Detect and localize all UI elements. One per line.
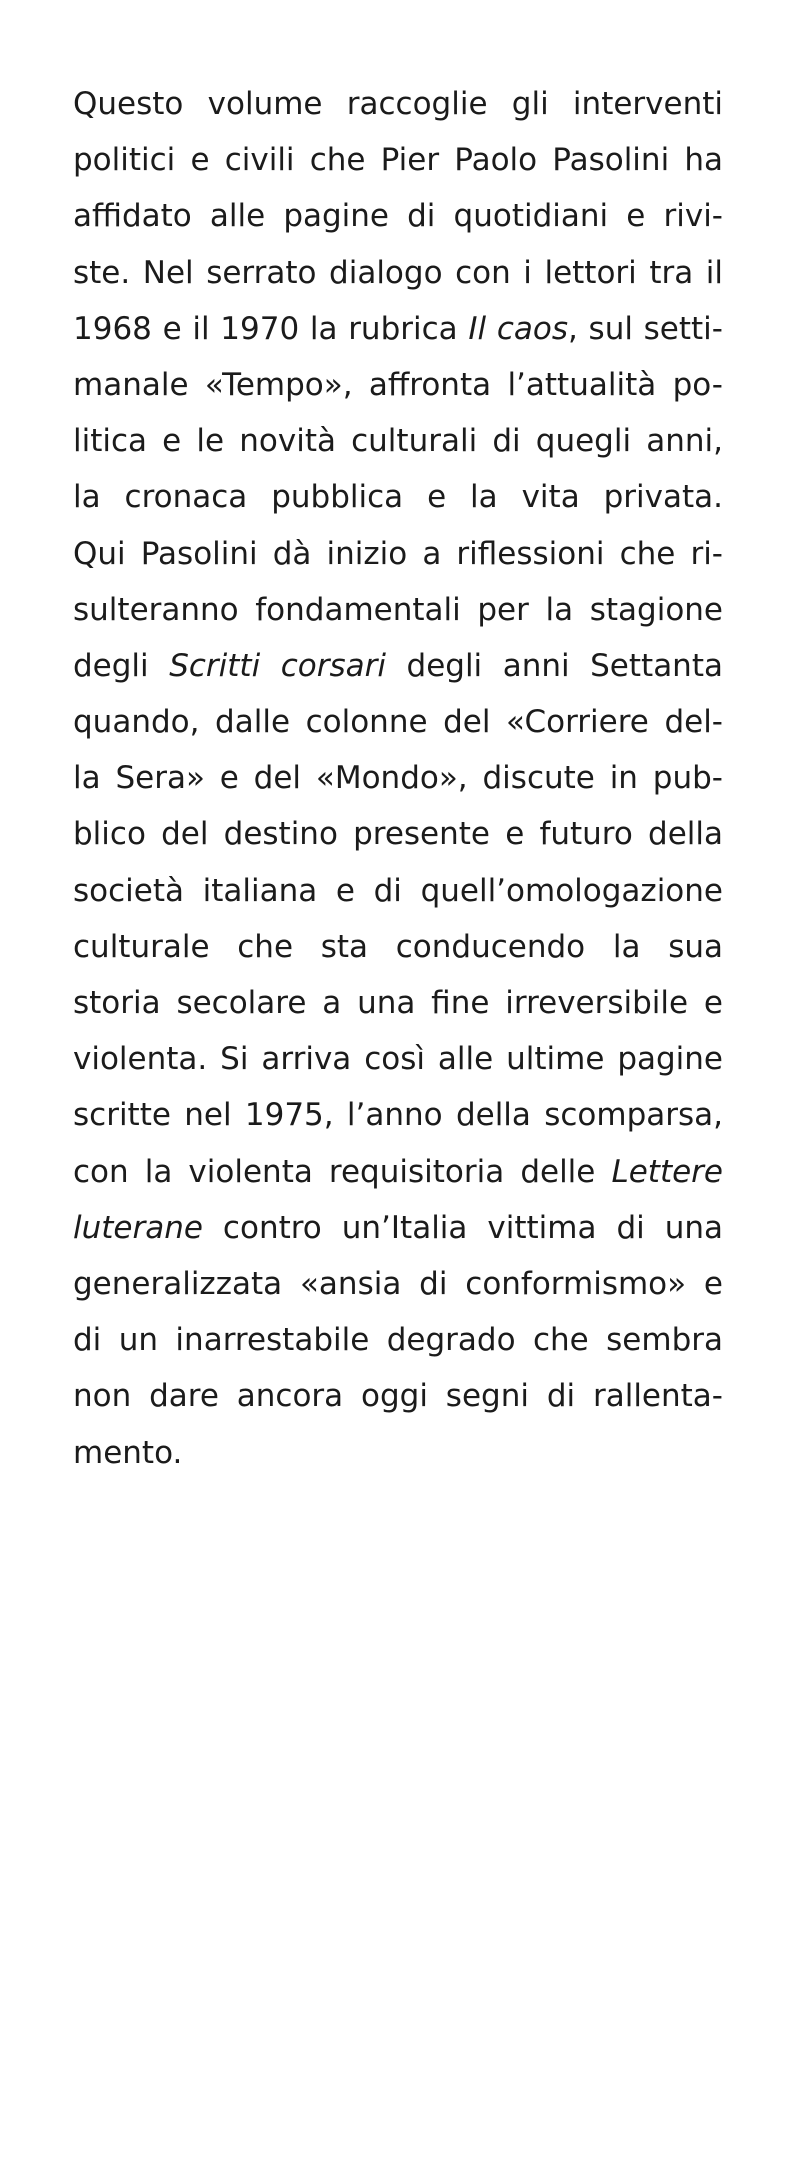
blurb-text-segment: ste. Nel serrato dialogo con i lettori tra il	[73, 254, 723, 291]
blurb-line	[73, 301, 723, 357]
blurb-text-segment: litica e le novità culturali di quegli anni,	[73, 423, 723, 460]
blurb-line	[73, 76, 723, 132]
blurb-line	[73, 1200, 723, 1256]
blurb-line	[73, 750, 723, 806]
blurb-italic-title: Lettere	[611, 1153, 723, 1190]
blurb-text-segment: generalizzata «ansia di conformismo» e	[73, 1265, 723, 1302]
blurb-line	[73, 806, 723, 862]
blurb-line	[73, 1425, 723, 1481]
blurb-line	[73, 582, 723, 638]
blurb-line	[73, 413, 723, 469]
blurb-line	[73, 1031, 723, 1087]
blurb-text-segment: culturale che sta conducendo la sua	[73, 928, 723, 965]
blurb-text-segment: contro un’Italia vittima di una	[202, 1209, 723, 1246]
blurb-text-segment: manale «Tempo», affronta l’attualità po-	[73, 366, 723, 403]
blurb-text-segment: Qui Pasolini dà inizio a riflessioni che ri-	[73, 535, 723, 572]
blurb-text-segment: 1968 e il 1970 la rubrica	[73, 310, 469, 347]
blurb-line	[73, 245, 723, 301]
blurb-italic-title: Scritti corsari	[169, 647, 386, 684]
blurb-line	[73, 1144, 723, 1200]
blurb-text-segment: mento.	[73, 1434, 183, 1471]
blurb-line	[73, 526, 723, 582]
blurb-text-segment: degli	[73, 647, 170, 684]
blurb-text-segment: sulteranno fondamentali per la stagione	[73, 591, 723, 628]
blurb-italic-title: luterane	[73, 1209, 203, 1246]
blurb-line	[73, 1256, 723, 1312]
blurb-line	[73, 1368, 723, 1424]
blurb-text-segment: affidato alle pagine di quotidiani e rivi-	[73, 198, 723, 235]
blurb-italic-title: Il caos	[468, 310, 568, 347]
blurb-line	[73, 638, 723, 694]
blurb-line	[73, 694, 723, 750]
blurb-line	[73, 357, 723, 413]
blurb-text-segment: scritte nel 1975, l’anno della scomparsa,	[73, 1097, 723, 1134]
blurb-text-segment: , sul setti-	[567, 310, 723, 347]
blurb-line	[73, 469, 723, 525]
blurb-text-segment: non dare ancora oggi segni di rallenta-	[73, 1378, 723, 1415]
blurb-line	[73, 1087, 723, 1143]
book-blurb-paragraph	[73, 76, 723, 1481]
blurb-text-segment: la cronaca pubblica e la vita privata.	[73, 479, 723, 516]
blurb-line	[73, 188, 723, 244]
blurb-text-segment: di un inarrestabile degrado che sembra	[73, 1322, 723, 1359]
blurb-text-segment: storia secolare a una fine irreversibile e	[73, 985, 723, 1021]
blurb-text-segment: politici e civili che Pier Paolo Pasolini ha	[73, 142, 723, 179]
blurb-text-segment: quando, dalle colonne del «Corriere del-	[73, 704, 723, 741]
blurb-line	[73, 975, 723, 1031]
blurb-text-segment: Questo volume raccoglie gli interventi	[73, 86, 723, 122]
blurb-text-segment: degli anni Settanta	[385, 647, 723, 684]
blurb-line	[73, 132, 723, 188]
blurb-line	[73, 919, 723, 975]
blurb-text-segment: società italiana e di quell’omologazione	[73, 872, 723, 909]
blurb-line	[73, 863, 723, 919]
blurb-text-segment: violenta. Si arriva così alle ultime pagine	[73, 1041, 723, 1078]
blurb-text-segment: la Sera» e del «Mondo», discute in pub-	[73, 760, 723, 797]
blurb-line	[73, 1312, 723, 1368]
blurb-text-segment: blico del destino presente e futuro della	[73, 816, 723, 853]
blurb-text-segment: con la violenta requisitoria delle	[73, 1153, 612, 1190]
